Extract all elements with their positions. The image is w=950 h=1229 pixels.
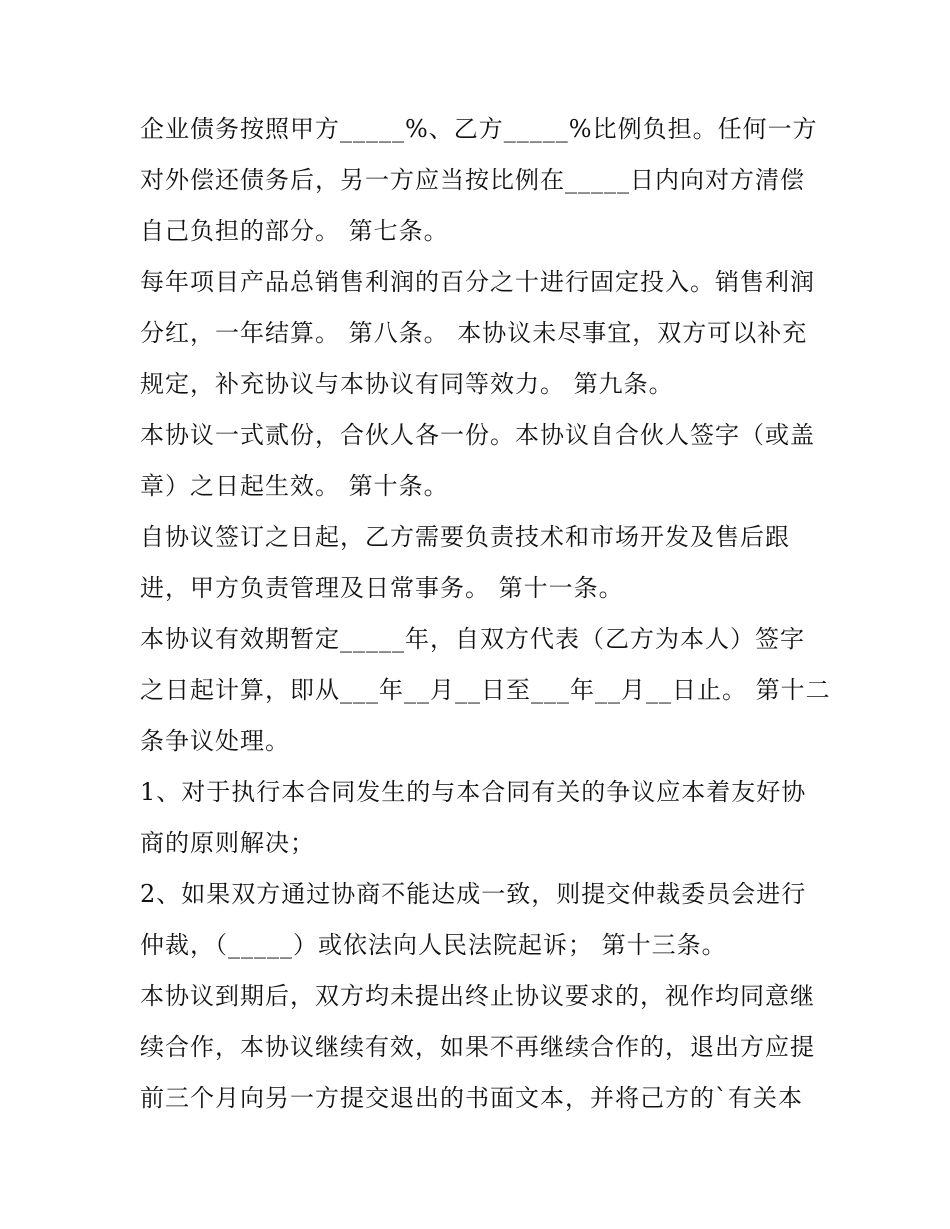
text-line: 2、如果双方通过协商不能达成一致，则提交仲裁委员会进行 <box>140 880 807 908</box>
text-line: 章）之日起生效。 第十条。 <box>140 472 449 500</box>
text-line: 每年项目产品总销售利润的百分之十进行固定投入。销售利润 <box>140 268 815 296</box>
document-body <box>140 104 831 1124</box>
text-line: 本协议有效期暂定_____年，自双方代表（乙方为本人）签字 <box>140 625 805 653</box>
text-line: 本协议一式贰份，合伙人各一份。本协议自合伙人签字（或盖 <box>140 421 815 449</box>
text-line: 仲裁，（_____）或依法向人民法院起诉； 第十三条。 <box>140 931 727 959</box>
text-line: 条争议处理。 <box>140 727 290 755</box>
text-line: 商的原则解决； <box>140 829 315 857</box>
text-line: 企业债务按照甲方_____%、乙方_____%比例负担。任何一方 <box>140 115 818 143</box>
text-line: 规定，补充协议与本协议有同等效力。 第九条。 <box>140 370 674 398</box>
text-line: 本协议到期后，双方均未提出终止协议要求的，视作均同意继 <box>140 982 815 1010</box>
text-line: 自协议签订之日起，乙方需要负责技术和市场开发及售后跟 <box>140 523 790 551</box>
text-line: 1、对于执行本合同发生的与本合同有关的争议应本着友好协 <box>140 778 807 806</box>
text-line: 之日起计算，即从___年__月__日至___年__月__日止。 第十二 <box>140 676 831 704</box>
text-line: 分红，一年结算。 第八条。 本协议未尽事宜，双方可以补充 <box>140 319 808 347</box>
text-line: 对外偿还债务后，另一方应当按比例在_____日内向对方清偿 <box>140 166 805 194</box>
text-line: 自己负担的部分。 第七条。 <box>140 217 449 245</box>
text-line: 进，甲方负责管理及日常事务。 第十一条。 <box>140 574 624 602</box>
text-line: 续合作，本协议继续有效，如果不再继续合作的，退出方应提 <box>140 1033 815 1061</box>
text-line: 前三个月向另一方提交退出的书面文本，并将己方的`有关本 <box>140 1084 803 1112</box>
